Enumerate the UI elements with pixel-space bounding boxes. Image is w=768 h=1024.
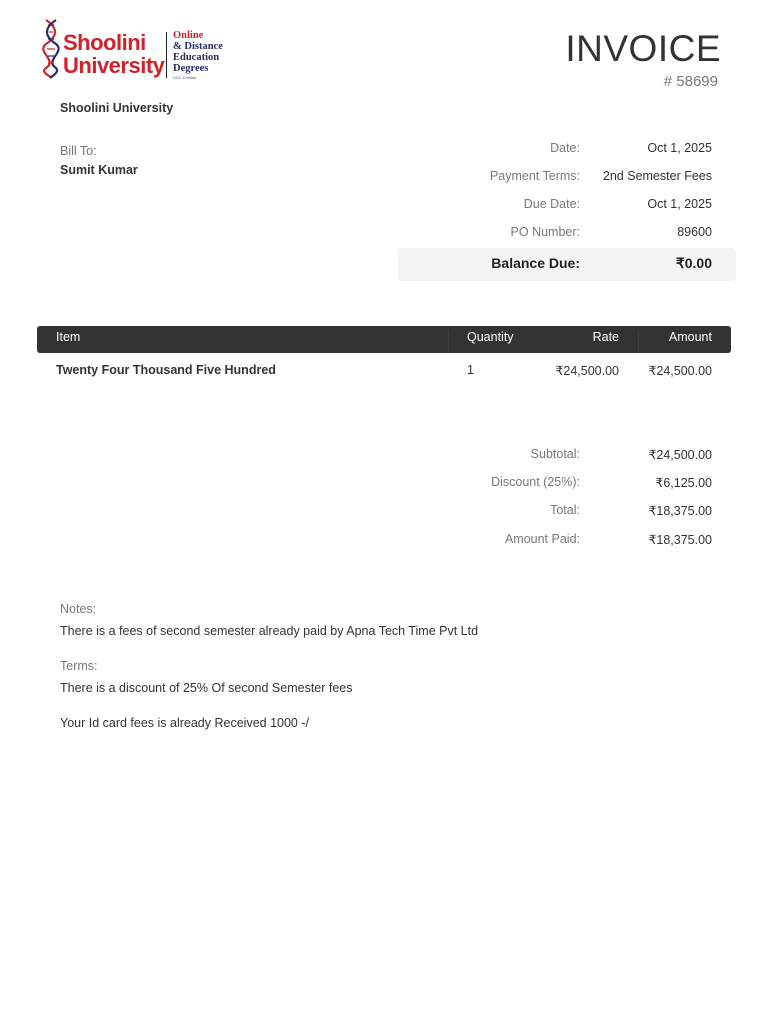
payment-terms-label: Payment Terms:	[489, 169, 580, 183]
logo-name-line2: University	[63, 53, 165, 78]
line-item-rate: ₹24,500.00	[555, 364, 619, 378]
invoice-number: # 58699	[663, 73, 718, 90]
terms-line-1: There is a discount of 25% Of second Semester fees	[60, 681, 353, 695]
subtotal-label: Subtotal:	[530, 447, 580, 461]
column-header-quantity: Quantity	[467, 330, 514, 344]
notes-text: There is a fees of second semester already paid by Apna Tech Time Pvt Ltd	[60, 624, 479, 638]
payment-terms-value: 2nd Semester Fees	[602, 169, 712, 183]
dna-helix-icon	[42, 18, 62, 80]
university-logo	[42, 16, 232, 82]
header-separator	[638, 330, 639, 352]
line-item-quantity: 1	[467, 363, 474, 377]
header-separator	[448, 330, 449, 352]
column-header-amount: Amount	[668, 330, 712, 344]
bill-to-label: Bill To:	[60, 144, 97, 158]
items-table-header	[37, 326, 731, 353]
discount-label: Discount (25%):	[491, 475, 580, 489]
subtotal-value: ₹24,500.00	[648, 448, 712, 462]
balance-due-label: Balance Due:	[491, 255, 580, 271]
logo-name-line1: Shoolini	[63, 30, 146, 55]
invoice-title: INVOICE	[565, 28, 721, 69]
total-value: ₹18,375.00	[648, 504, 712, 518]
amount-paid-value: ₹18,375.00	[648, 533, 712, 547]
company-name: Shoolini University	[60, 101, 174, 115]
balance-due-value: ₹0.00	[675, 255, 712, 271]
total-label: Total:	[550, 503, 580, 517]
logo-divider	[166, 32, 167, 78]
column-header-rate: Rate	[592, 330, 619, 344]
date-value: Oct 1, 2025	[647, 141, 712, 155]
due-date-value: Oct 1, 2025	[647, 197, 712, 211]
po-number-value: 89600	[677, 225, 712, 239]
terms-label: Terms:	[60, 659, 98, 673]
notes-label: Notes:	[60, 602, 97, 616]
logo-tag-line4: Degrees	[173, 63, 209, 74]
column-header-item: Item	[56, 330, 81, 344]
line-item-amount: ₹24,500.00	[648, 364, 712, 378]
po-number-label: PO Number:	[510, 225, 580, 239]
line-item-description: Twenty Four Thousand Five Hundred	[56, 363, 276, 377]
discount-value: ₹6,125.00	[655, 476, 712, 490]
amount-paid-label: Amount Paid:	[504, 532, 580, 546]
logo-small-print: UGC Entitled	[173, 75, 197, 80]
due-date-label: Due Date:	[523, 197, 580, 211]
bill-to-name: Sumit Kumar	[60, 163, 138, 177]
logo-tag-line3: Education	[173, 52, 220, 63]
logo-tag-line1: Online	[173, 30, 204, 41]
terms-line-2: Your Id card fees is already Received 1000 -/	[60, 716, 309, 730]
logo-tag-line2: & Distance	[173, 41, 223, 52]
date-label: Date:	[550, 141, 580, 155]
